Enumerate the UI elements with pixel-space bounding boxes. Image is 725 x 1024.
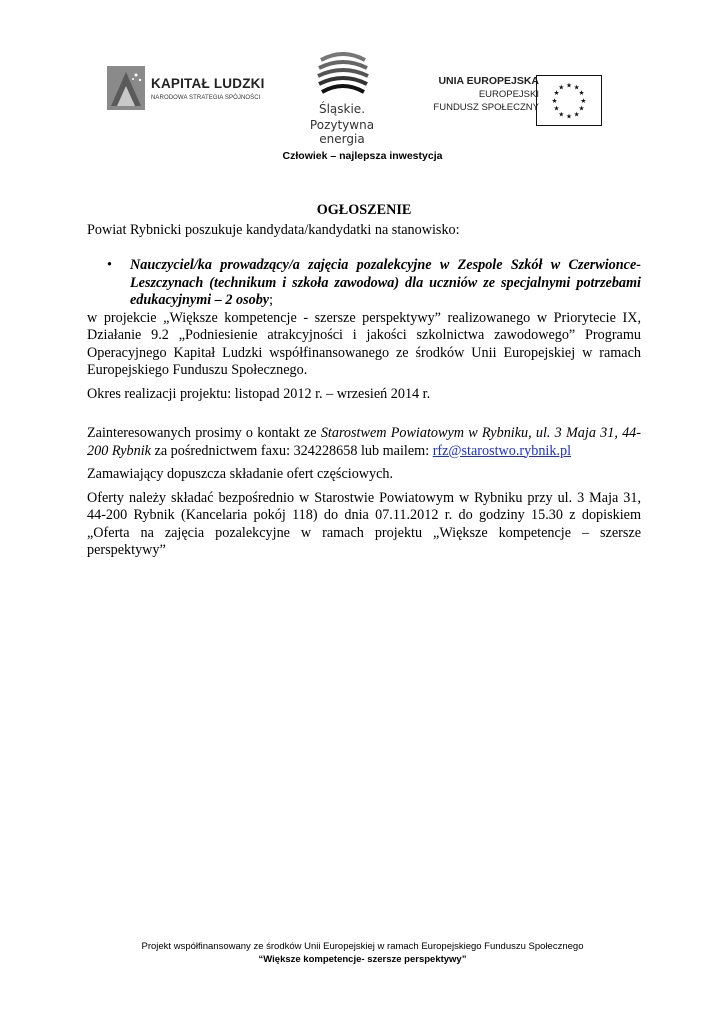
svg-text:★: ★ xyxy=(578,104,585,113)
position-suffix: ; xyxy=(269,292,274,308)
ue-logo-text xyxy=(424,74,539,124)
kapital-ludzki-emblem-icon xyxy=(107,66,145,110)
svg-text:★: ★ xyxy=(558,110,565,119)
eu-flag-icon xyxy=(536,75,602,126)
bullet-icon: • xyxy=(107,257,112,273)
partial-offers-text: Zamawiający dopuszcza składanie ofert częściowych. xyxy=(87,466,394,482)
svg-text:★: ★ xyxy=(578,89,585,98)
position-title: Nauczyciel/ka prowadzący/a zajęcia pozalekcyjne w Zespole Szkół w Czerwionce-Leszczynach (technikum i szkoła zawodowa) dla uczniów ze specjalnymi potrzebami edukacyjnymi – 2 osoby xyxy=(130,257,641,308)
slaskie-tagline: Pozytywna energia xyxy=(309,118,375,146)
submission-paragraph: Oferty należy składać bezpośrednio w Starostwie Powiatowym w Rybniku przy ul. 3 Maja 31, 44-200 Rybnik (Kancelaria pokój 118) do dnia 07.11.2012 r. do godziny 15.30 z dopiskiem „Oferta na zajęcia pozalekcyjne w ramach projektu „Większe kompetencje – szersze perspektywy” xyxy=(87,489,641,558)
svg-text:★: ★ xyxy=(580,96,587,105)
contact-middle: za pośrednictwem faxu: 324228658 lub mailem: xyxy=(150,442,433,459)
list-item xyxy=(87,257,641,310)
svg-text:★: ★ xyxy=(573,110,580,119)
ue-line1: EUROPEJSKI xyxy=(478,89,539,100)
ue-title: UNIA EUROPEJSKA xyxy=(438,75,539,87)
email-link[interactable]: rfz@starostwo.rybnik.pl xyxy=(432,442,572,459)
intro-text: Powiat Rybnicki poszukuje kandydata/kandydatki na stanowisko: xyxy=(87,221,460,238)
contact-prefix: Zainteresowanych prosimy o kontakt ze xyxy=(87,425,321,441)
svg-text:★: ★ xyxy=(558,83,565,92)
svg-text:★: ★ xyxy=(553,104,560,113)
project-paragraph: w projekcie „Większe kompetencje - szersze perspektywy” realizowanego w Priorytecie IX, Działanie 9.2 „Podniesienie atrakcyjności i jakości szkolnictwa zawodowego” Programu Operacyjnego Kapitał Ludzki współfinansowanego ze środków Unii Europejskiej w ramach Europejskiego Funduszu Społecznego. xyxy=(87,309,641,378)
svg-text:★: ★ xyxy=(565,112,573,121)
motto: Człowiek – najlepsza inwestycja xyxy=(282,150,443,162)
slaskie-name: Śląskie. xyxy=(318,102,366,116)
svg-text:★: ★ xyxy=(553,89,560,98)
announcement-body xyxy=(87,202,641,560)
contact-paragraph xyxy=(87,425,641,460)
footer-line2: “Większe kompetencje- szersze perspektywy” xyxy=(258,954,467,965)
svg-text:★: ★ xyxy=(565,81,573,90)
page-title: OGŁOSZENIE xyxy=(316,202,412,218)
logo-bar xyxy=(0,52,725,146)
contact-office-address: Starostwem Powiatowym w Rybniku, ul. 3 Maja 31, 44-200 Rybnik xyxy=(87,425,641,459)
kapital-ludzki-title: KAPITAŁ LUDZKI xyxy=(151,76,265,91)
page-footer xyxy=(0,940,725,966)
project-period: Okres realizacji projektu: listopad 2012 r. – wrzesień 2014 r. xyxy=(87,385,431,402)
svg-text:★: ★ xyxy=(573,83,580,92)
kapital-ludzki-subtitle: NARODOWA STRATEGIA SPÓJNOŚCI xyxy=(151,95,261,101)
footer-line1: Projekt współfinansowany ze środków Unii Europejskiej w ramach Europejskiego Funduszu Społecznego xyxy=(141,941,584,952)
slaskie-waves-icon xyxy=(315,52,371,100)
ue-line2: FUNDUSZ SPOŁECZNY xyxy=(433,102,539,113)
slaskie-logo xyxy=(289,52,395,146)
svg-text:★: ★ xyxy=(551,96,558,105)
kapital-ludzki-logo xyxy=(107,66,267,112)
